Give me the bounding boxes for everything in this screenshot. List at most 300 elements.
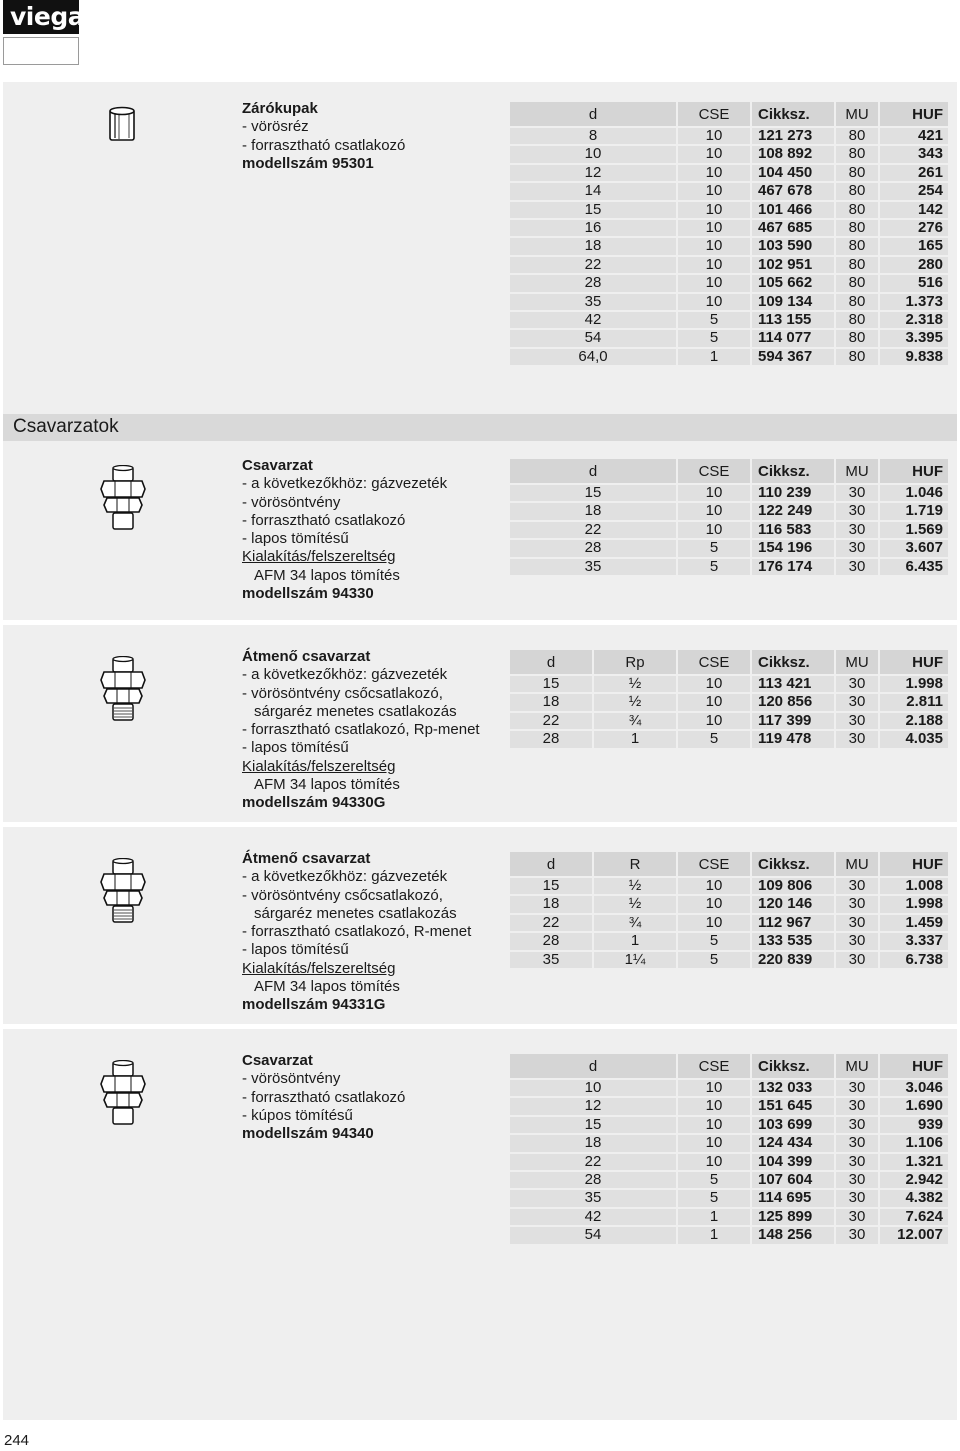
table-cell: 1.998	[880, 896, 948, 912]
table-cell: 10	[678, 294, 752, 310]
table-row	[510, 312, 948, 328]
table-cell: 124 434	[752, 1135, 836, 1151]
column-header: CSE	[678, 1054, 752, 1078]
feature-line: sárgaréz menetes csatlakozás	[254, 904, 457, 922]
feature-line: AFM 34 lapos tömítés	[254, 978, 400, 996]
table-cell: 116 583	[752, 522, 836, 538]
table-row	[510, 485, 948, 501]
product-description	[242, 457, 512, 603]
table-cell: 15	[510, 202, 678, 218]
table-cell: 15	[510, 1117, 678, 1133]
table-cell: 1.719	[880, 503, 948, 519]
table-cell: 28	[510, 1172, 678, 1188]
table-cell: 30	[836, 878, 880, 894]
union-r-thread-icon	[99, 858, 147, 931]
table-cell: 107 604	[752, 1172, 836, 1188]
table-cell: 18	[510, 503, 678, 519]
table-cell: 516	[880, 275, 948, 291]
table-cell: 22	[510, 257, 678, 273]
end-cap-icon	[107, 106, 137, 147]
price-table	[510, 100, 948, 367]
column-header: d	[510, 102, 678, 126]
table-cell: 122 249	[752, 503, 836, 519]
table-cell: 30	[836, 933, 880, 949]
design-heading: Kialakítás/felszereltség	[242, 757, 396, 775]
product-divider	[3, 1024, 957, 1029]
feature-line: - vörösréz	[242, 118, 309, 136]
model-number: modellszám 94330	[242, 585, 374, 603]
table-cell: 103 590	[752, 238, 836, 254]
feature-line: - vörösöntvény	[242, 1070, 341, 1088]
table-row	[510, 1080, 948, 1096]
table-cell: 30	[836, 676, 880, 692]
table-cell: 28	[510, 275, 678, 291]
table-row	[510, 146, 948, 162]
table-cell: ¾	[594, 713, 678, 729]
column-header: Cikksz.	[752, 650, 836, 674]
column-header: MU	[836, 1054, 880, 1078]
table-cell: 114 077	[752, 330, 836, 346]
column-header: d	[510, 650, 594, 674]
table-cell: ½	[594, 878, 678, 894]
table-row	[510, 183, 948, 199]
table-cell: 35	[510, 952, 594, 968]
feature-line: - lapos tömítésű	[242, 739, 349, 757]
price-table	[510, 1052, 948, 1246]
table-cell: 30	[836, 694, 880, 710]
product-divider	[3, 822, 957, 827]
feature-line: - vörösöntvény csőcsatlakozó,	[242, 886, 443, 904]
table-cell: 30	[836, 896, 880, 912]
table-row	[510, 1154, 948, 1170]
table-cell: 30	[836, 1098, 880, 1114]
table-cell: 3.607	[880, 540, 948, 556]
table-row	[510, 202, 948, 218]
table-cell: 1.008	[880, 878, 948, 894]
column-header: Cikksz.	[752, 852, 836, 876]
column-header: Cikksz.	[752, 459, 836, 483]
table-cell: 12	[510, 1098, 678, 1114]
table-cell: 80	[836, 294, 880, 310]
table-cell: 280	[880, 257, 948, 273]
column-header: CSE	[678, 852, 752, 876]
table-cell: 30	[836, 1080, 880, 1096]
feature-line: sárgaréz menetes csatlakozás	[254, 702, 457, 720]
table-cell: 104 450	[752, 165, 836, 181]
table-row	[510, 165, 948, 181]
table-cell: 35	[510, 559, 678, 575]
table-cell: 154 196	[752, 540, 836, 556]
table-cell: 22	[510, 713, 594, 729]
table-cell: 1.373	[880, 294, 948, 310]
table-cell: 30	[836, 503, 880, 519]
product-description	[242, 100, 512, 173]
union-conical-icon	[99, 1060, 147, 1133]
table-cell: 254	[880, 183, 948, 199]
model-number: modellszám 94330G	[242, 794, 386, 812]
table-cell: 148 256	[752, 1227, 836, 1243]
column-header: MU	[836, 459, 880, 483]
feature-line: - lapos tömítésű	[242, 530, 349, 548]
table-cell: 35	[510, 294, 678, 310]
table-cell: 22	[510, 522, 678, 538]
table-cell: 30	[836, 713, 880, 729]
table-cell: 10	[678, 878, 752, 894]
table-cell: 18	[510, 1135, 678, 1151]
table-cell: 2.188	[880, 713, 948, 729]
table-cell: 22	[510, 1154, 678, 1170]
table-cell: ¾	[594, 915, 678, 931]
table-row	[510, 896, 948, 912]
table-cell: 1.459	[880, 915, 948, 931]
column-header: CSE	[678, 650, 752, 674]
table-cell: 343	[880, 146, 948, 162]
table-cell: 276	[880, 220, 948, 236]
table-cell: 5	[678, 540, 752, 556]
table-cell: ½	[594, 676, 678, 692]
table-cell: 112 967	[752, 915, 836, 931]
feature-line: - lapos tömítésű	[242, 941, 349, 959]
feature-line: - forrasztható csatlakozó	[242, 136, 406, 154]
column-header: HUF	[880, 102, 948, 126]
table-cell: 939	[880, 1117, 948, 1133]
table-cell: 5	[678, 1190, 752, 1206]
model-number: modellszám 94331G	[242, 996, 386, 1014]
table-cell: 18	[510, 694, 594, 710]
column-header: Cikksz.	[752, 102, 836, 126]
table-cell: 10	[678, 257, 752, 273]
table-cell: 30	[836, 1190, 880, 1206]
table-cell: 10	[510, 146, 678, 162]
table-cell: 10	[678, 503, 752, 519]
table-cell: 15	[510, 676, 594, 692]
table-cell: 113 155	[752, 312, 836, 328]
table-cell: 105 662	[752, 275, 836, 291]
table-cell: 3.337	[880, 933, 948, 949]
table-cell: 5	[678, 312, 752, 328]
table-cell: 6.435	[880, 559, 948, 575]
column-header: Rp	[594, 650, 678, 674]
column-header: d	[510, 1054, 678, 1078]
table-row	[510, 952, 948, 968]
column-header: CSE	[678, 459, 752, 483]
table-cell: 10	[678, 1117, 752, 1133]
table-cell: 151 645	[752, 1098, 836, 1114]
table-cell: 10	[678, 183, 752, 199]
table-cell: 1.046	[880, 485, 948, 501]
table-cell: 35	[510, 1190, 678, 1206]
price-table	[510, 648, 948, 750]
table-cell: 3.046	[880, 1080, 948, 1096]
table-row	[510, 713, 948, 729]
table-cell: 10	[678, 485, 752, 501]
table-row	[510, 676, 948, 692]
table-cell: ½	[594, 694, 678, 710]
table-cell: 108 892	[752, 146, 836, 162]
column-header: MU	[836, 650, 880, 674]
table-cell: 80	[836, 146, 880, 162]
design-heading: Kialakítás/felszereltség	[242, 959, 396, 977]
product-title: Zárókupak	[242, 100, 318, 117]
table-cell: 15	[510, 485, 678, 501]
table-cell: 1	[678, 349, 752, 365]
table-cell: 30	[836, 915, 880, 931]
feature-line: - vörösöntvény	[242, 493, 341, 511]
table-cell: 1	[678, 1227, 752, 1243]
table-cell: 30	[836, 559, 880, 575]
feature-line: AFM 34 lapos tömítés	[254, 566, 400, 584]
table-row	[510, 1209, 948, 1225]
column-header: MU	[836, 102, 880, 126]
table-cell: 1	[594, 933, 678, 949]
table-cell: 176 174	[752, 559, 836, 575]
product-description	[242, 648, 512, 813]
table-cell: 2.318	[880, 312, 948, 328]
table-cell: 80	[836, 202, 880, 218]
table-cell: ½	[594, 896, 678, 912]
table-cell: 12	[510, 165, 678, 181]
table-cell: 261	[880, 165, 948, 181]
table-cell: 10	[678, 238, 752, 254]
feature-line: - kúpos tömítésű	[242, 1106, 353, 1124]
feature-line: - forrasztható csatlakozó	[242, 511, 406, 529]
table-cell: 30	[836, 522, 880, 538]
table-row	[510, 1117, 948, 1133]
table-cell: 30	[836, 731, 880, 747]
table-cell: 5	[678, 330, 752, 346]
feature-line: - forrasztható csatlakozó	[242, 1088, 406, 1106]
feature-line: - vörösöntvény csőcsatlakozó,	[242, 684, 443, 702]
table-cell: 125 899	[752, 1209, 836, 1225]
table-header-row	[510, 852, 948, 876]
table-row	[510, 694, 948, 710]
page-number: 244	[4, 1432, 30, 1449]
table-cell: 28	[510, 540, 678, 556]
feature-line: - forrasztható csatlakozó, Rp-menet	[242, 721, 480, 739]
table-cell: 132 033	[752, 1080, 836, 1096]
table-row	[510, 1190, 948, 1206]
table-cell: 10	[678, 1135, 752, 1151]
table-cell: 133 535	[752, 933, 836, 949]
column-header: Cikksz.	[752, 1054, 836, 1078]
table-cell: 102 951	[752, 257, 836, 273]
table-row	[510, 915, 948, 931]
table-cell: 2.811	[880, 694, 948, 710]
table-cell: 10	[678, 202, 752, 218]
table-row	[510, 1227, 948, 1243]
table-cell: 64,0	[510, 349, 678, 365]
table-cell: 10	[678, 165, 752, 181]
table-cell: 80	[836, 183, 880, 199]
table-cell: 15	[510, 878, 594, 894]
table-cell: 113 421	[752, 676, 836, 692]
table-row	[510, 503, 948, 519]
table-row	[510, 522, 948, 538]
table-cell: 120 146	[752, 896, 836, 912]
table-cell: 8	[510, 128, 678, 144]
table-cell: 30	[836, 952, 880, 968]
table-cell: 114 695	[752, 1190, 836, 1206]
table-cell: 9.838	[880, 349, 948, 365]
column-header: HUF	[880, 459, 948, 483]
table-cell: 10	[510, 1080, 678, 1096]
table-row	[510, 349, 948, 365]
column-header: HUF	[880, 1054, 948, 1078]
table-row	[510, 330, 948, 346]
table-row	[510, 128, 948, 144]
table-cell: 30	[836, 540, 880, 556]
table-cell: 1.569	[880, 522, 948, 538]
table-cell: 10	[678, 915, 752, 931]
table-cell: 30	[836, 1117, 880, 1133]
table-header-row	[510, 650, 948, 674]
table-cell: 119 478	[752, 731, 836, 747]
table-row	[510, 220, 948, 236]
table-cell: 110 239	[752, 485, 836, 501]
design-heading: Kialakítás/felszereltség	[242, 548, 396, 566]
table-cell: 10	[678, 220, 752, 236]
table-cell: 220 839	[752, 952, 836, 968]
table-cell: 80	[836, 257, 880, 273]
table-cell: 2.942	[880, 1172, 948, 1188]
viega-logo: viega	[3, 0, 79, 34]
table-cell: 7.624	[880, 1209, 948, 1225]
table-cell: 5	[678, 933, 752, 949]
product-title: Csavarzat	[242, 1052, 313, 1069]
table-header-row	[510, 1054, 948, 1078]
product-title: Csavarzat	[242, 457, 313, 474]
table-cell: 80	[836, 349, 880, 365]
table-cell: 10	[678, 275, 752, 291]
table-row	[510, 731, 948, 747]
table-cell: 3.395	[880, 330, 948, 346]
catalog-content	[3, 82, 957, 1420]
table-cell: 30	[836, 1209, 880, 1225]
table-row	[510, 238, 948, 254]
table-cell: 10	[678, 1080, 752, 1096]
table-cell: 142	[880, 202, 948, 218]
feature-line: - a következőkhöz: gázvezeték	[242, 666, 448, 684]
table-row	[510, 540, 948, 556]
table-cell: 121 273	[752, 128, 836, 144]
column-header: CSE	[678, 102, 752, 126]
table-cell: 594 367	[752, 349, 836, 365]
product-title: Átmenő csavarzat	[242, 850, 371, 867]
product-title: Átmenő csavarzat	[242, 648, 371, 665]
table-cell: 54	[510, 330, 678, 346]
table-cell: 165	[880, 238, 948, 254]
price-table	[510, 457, 948, 577]
table-cell: 30	[836, 1154, 880, 1170]
table-cell: 1	[594, 731, 678, 747]
table-cell: 10	[678, 1098, 752, 1114]
table-cell: 80	[836, 312, 880, 328]
table-cell: 18	[510, 896, 594, 912]
section-title: Csavarzatok	[13, 416, 119, 437]
table-cell: 10	[678, 522, 752, 538]
model-number: modellszám 95301	[242, 154, 374, 172]
table-cell: 4.035	[880, 731, 948, 747]
column-header: HUF	[880, 852, 948, 876]
table-cell: 1	[678, 1209, 752, 1225]
table-cell: 10	[678, 676, 752, 692]
product-divider	[3, 620, 957, 625]
table-cell: 14	[510, 183, 678, 199]
table-cell: 467 685	[752, 220, 836, 236]
table-cell: 80	[836, 275, 880, 291]
table-cell: 10	[678, 1154, 752, 1170]
table-cell: 1.998	[880, 676, 948, 692]
table-cell: 1.106	[880, 1135, 948, 1151]
table-cell: 22	[510, 915, 594, 931]
table-row	[510, 1172, 948, 1188]
table-cell: 30	[836, 485, 880, 501]
table-cell: 421	[880, 128, 948, 144]
table-cell: 10	[678, 128, 752, 144]
model-number: modellszám 94340	[242, 1125, 374, 1143]
feature-line: - a következőkhöz: gázvezeték	[242, 475, 448, 493]
table-cell: 5	[678, 731, 752, 747]
table-cell: 5	[678, 952, 752, 968]
table-cell: 10	[678, 694, 752, 710]
table-cell: 28	[510, 933, 594, 949]
column-header: R	[594, 852, 678, 876]
table-cell: 12.007	[880, 1227, 948, 1243]
table-cell: 5	[678, 559, 752, 575]
table-cell: 104 399	[752, 1154, 836, 1170]
section-header	[3, 414, 957, 441]
table-cell: 80	[836, 330, 880, 346]
table-row	[510, 1098, 948, 1114]
table-row	[510, 1135, 948, 1151]
table-cell: 30	[836, 1227, 880, 1243]
table-cell: 16	[510, 220, 678, 236]
table-cell: 109 134	[752, 294, 836, 310]
table-cell: 80	[836, 238, 880, 254]
column-header: d	[510, 852, 594, 876]
table-row	[510, 559, 948, 575]
table-cell: 80	[836, 128, 880, 144]
price-table	[510, 850, 948, 970]
table-cell: 10	[678, 896, 752, 912]
table-header-row	[510, 102, 948, 126]
table-cell: 10	[678, 146, 752, 162]
table-cell: 109 806	[752, 878, 836, 894]
product-description	[242, 850, 512, 1015]
table-row	[510, 275, 948, 291]
feature-line: - a következőkhöz: gázvezeték	[242, 868, 448, 886]
table-cell: 54	[510, 1227, 678, 1243]
union-fitting-icon	[99, 465, 147, 538]
column-header: HUF	[880, 650, 948, 674]
table-row	[510, 294, 948, 310]
table-cell: 80	[836, 165, 880, 181]
table-cell: 10	[678, 713, 752, 729]
table-cell: 117 399	[752, 713, 836, 729]
table-cell: 1.321	[880, 1154, 948, 1170]
table-cell: 42	[510, 1209, 678, 1225]
table-cell: 4.382	[880, 1190, 948, 1206]
table-cell: 30	[836, 1172, 880, 1188]
table-cell: 467 678	[752, 183, 836, 199]
product-description	[242, 1052, 512, 1143]
table-cell: 1.690	[880, 1098, 948, 1114]
table-cell: 101 466	[752, 202, 836, 218]
table-cell: 18	[510, 238, 678, 254]
table-row	[510, 878, 948, 894]
table-cell: 1¼	[594, 952, 678, 968]
table-cell: 42	[510, 312, 678, 328]
